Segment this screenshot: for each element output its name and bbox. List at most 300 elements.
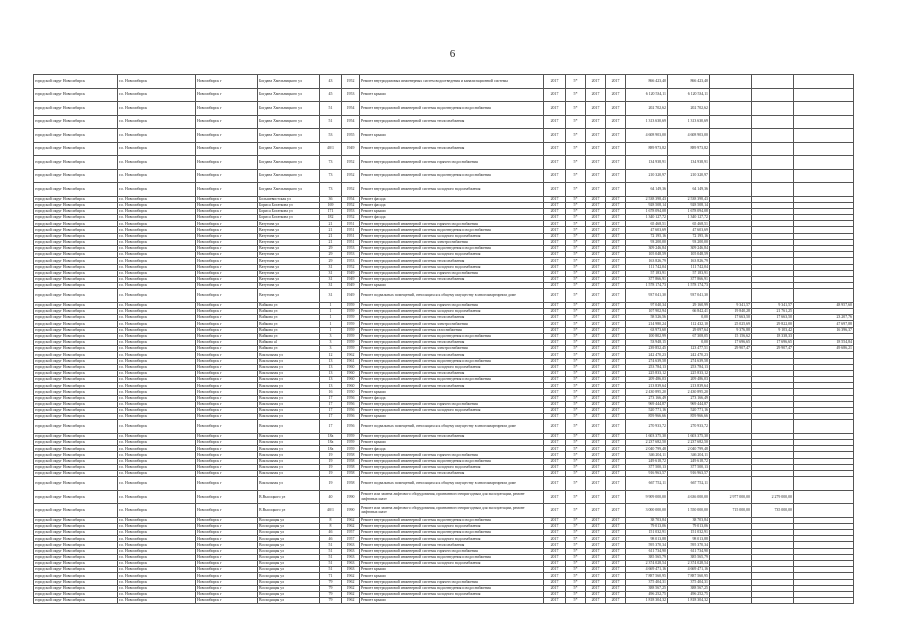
- table-cell-c4: Вокзальная ул: [258, 414, 320, 420]
- table-cell-c13: 1 818 304,32: [668, 598, 710, 604]
- table-cell-c10: 2017: [586, 339, 606, 345]
- table-cell-c3: Новосибирск г: [196, 321, 258, 327]
- table-cell-c11: 2017: [606, 352, 626, 358]
- table-cell-c1: городской округ Новосибирск: [34, 490, 118, 504]
- table-cell-c5: 13: [320, 370, 342, 376]
- table-cell-c12: 866 423,40: [626, 75, 668, 89]
- table-cell-c11: 2017: [606, 283, 626, 289]
- table-cell-c10: 2017: [586, 358, 606, 364]
- table-cell-c12: 388 567,25: [626, 585, 668, 591]
- table-cell-c7: Ремонт фасада: [360, 395, 544, 401]
- table-cell-c1: городской округ Новосибирск: [34, 530, 118, 536]
- table-cell-c3: Новосибирск г: [196, 598, 258, 604]
- table-cell-c3: Новосибирск г: [196, 252, 258, 258]
- table-cell-c4: Войкова ул: [258, 346, 320, 352]
- table-cell-c13: 151 032,91: [668, 530, 710, 536]
- table-cell-c9: 5*: [566, 452, 586, 458]
- table-cell-c11: 2017: [606, 239, 626, 245]
- table-cell-c12: 1 313 630,69: [626, 115, 668, 129]
- table-cell-c8: 2017: [544, 440, 566, 446]
- table-cell-c5: 19: [320, 458, 342, 464]
- table-cell-c13: 202 702,62: [668, 102, 710, 116]
- table-cell-c11: 2017: [606, 370, 626, 376]
- table-cell-c7: Ремонт или замена лифтового оборудования, признанного непригодным для эксплуатации, ремонт лифтовых шахт: [360, 490, 544, 504]
- table-cell-c8: 2017: [544, 315, 566, 321]
- table-cell-c13: 2 430 895,20: [668, 389, 710, 395]
- table-cell-c4: Бориса Богаткова ул: [258, 215, 320, 221]
- table-cell-c5: 3: [320, 339, 342, 345]
- table-cell-c2: г.о. Новосибирск: [118, 264, 196, 270]
- table-cell-c11: 2017: [606, 102, 626, 116]
- table-cell-c10: 2017: [586, 542, 606, 548]
- table-cell-c15: 29 907,47: [752, 346, 794, 352]
- table-cell-c8: 2017: [544, 333, 566, 339]
- table-cell-c4: Ватутина ул: [258, 270, 320, 276]
- table-cell-c9: 5*: [566, 458, 586, 464]
- table-cell-c1: городской округ Новосибирск: [34, 591, 118, 597]
- table-cell-c7: Ремонт внутридомовой инженерной системы холодного водоснабжения: [360, 183, 544, 197]
- table-cell-c8: 2017: [544, 395, 566, 401]
- table-cell-c5: 43: [320, 75, 342, 89]
- table-cell-c8: 2017: [544, 352, 566, 358]
- table-cell-c8: 2017: [544, 458, 566, 464]
- table-cell-c10: 2017: [586, 183, 606, 197]
- table-cell-c6: 1959: [342, 346, 360, 352]
- table-row: [34, 183, 854, 197]
- table-cell-c8: 2017: [544, 358, 566, 364]
- table-cell-c15: [752, 477, 794, 491]
- table-cell-c5: 8: [320, 523, 342, 529]
- table-cell-c7: Ремонт внутридомовой инженерной системы теплоснабжения: [360, 142, 544, 156]
- table-cell-c11: 2017: [606, 561, 626, 567]
- table-cell-c6: 1959: [342, 309, 360, 315]
- table-cell-c14: [710, 142, 752, 156]
- table-cell-c7: Ремонт внутридомовой инженерной системы электроснабжения: [360, 321, 544, 327]
- table-cell-c1: городской округ Новосибирск: [34, 315, 118, 321]
- table-cell-c6: 1957: [342, 536, 360, 542]
- table-cell-c3: Новосибирск г: [196, 490, 258, 504]
- table-cell-c11: 2017: [606, 464, 626, 470]
- table-cell-c6: 1959: [342, 446, 360, 452]
- table-cell-c2: г.о. Новосибирск: [118, 471, 196, 477]
- table-cell-c6: 1959: [342, 339, 360, 345]
- table-cell-c9: 5*: [566, 440, 586, 446]
- table-cell-c4: Вокзальная ул: [258, 477, 320, 491]
- table-row: [34, 420, 854, 434]
- table-cell-c9: 5*: [566, 215, 586, 221]
- table-cell-c12: 65 468,51: [626, 221, 668, 227]
- table-cell-c5: 21: [320, 221, 342, 227]
- table-cell-c1: городской округ Новосибирск: [34, 579, 118, 585]
- table-cell-c10: 2017: [586, 579, 606, 585]
- table-cell-c10: 2017: [586, 264, 606, 270]
- table-cell-c6: 1949: [342, 142, 360, 156]
- table-cell-c6: 1963: [342, 561, 360, 567]
- table-cell-c5: 17: [320, 414, 342, 420]
- table-cell-c12: 79 013,06: [626, 523, 668, 529]
- table-cell-c4: Богдана Хмельницкого ул: [258, 169, 320, 183]
- table-cell-c9: 5*: [566, 88, 586, 102]
- table-cell-c13: 1 313 630,69: [668, 115, 710, 129]
- table-cell-c5: 1: [320, 309, 342, 315]
- table-cell-c10: 2017: [586, 270, 606, 276]
- table-cell-c1: городской округ Новосибирск: [34, 542, 118, 548]
- table-cell-c3: Новосибирск г: [196, 579, 258, 585]
- table-cell-c3: Новосибирск г: [196, 276, 258, 282]
- table-cell-c1: городской округ Новосибирск: [34, 169, 118, 183]
- table-cell-c2: г.о. Новосибирск: [118, 276, 196, 282]
- table-cell-c4: Богдана Хмельницкого ул: [258, 88, 320, 102]
- table-cell-c9: 5*: [566, 227, 586, 233]
- table-cell-c6: 1949: [342, 276, 360, 282]
- table-row: [34, 477, 854, 491]
- table-cell-c9: 5*: [566, 346, 586, 352]
- table-cell-c13: 213 839,64: [668, 383, 710, 389]
- table-cell-c4: Вокзальная ул: [258, 383, 320, 389]
- table-cell-c4: В.Высоцкого ул: [258, 490, 320, 504]
- table-cell-c10: 2017: [586, 573, 606, 579]
- table-cell-c6: 1956: [342, 401, 360, 407]
- table-cell-c7: Ремонт внутридомовой инженерной системы электроснабжения: [360, 239, 544, 245]
- table-cell-c4: Ватутина ул: [258, 283, 320, 289]
- table-cell-c9: 5*: [566, 233, 586, 239]
- table-cell-c1: городской округ Новосибирск: [34, 517, 118, 523]
- table-cell-c1: городской округ Новосибирск: [34, 142, 118, 156]
- table-cell-c8: 2017: [544, 221, 566, 227]
- table-cell-c16: 23 207,76: [794, 315, 854, 321]
- table-cell-c5: 31: [320, 283, 342, 289]
- table-cell-c12: 1 678 094,08: [626, 208, 668, 214]
- table-cell-c8: 2017: [544, 548, 566, 554]
- table-cell-c9: 5*: [566, 352, 586, 358]
- table-cell-c11: 2017: [606, 75, 626, 89]
- table-cell-c9: 5*: [566, 542, 586, 548]
- table-cell-c11: 2017: [606, 169, 626, 183]
- table-cell-c6: 1952: [342, 202, 360, 208]
- table-cell-c4: Вокзальная ул: [258, 408, 320, 414]
- table-cell-c16: [794, 183, 854, 197]
- table-cell-c7: Ремонт внутридомовой инженерной системы водоотведения и водоснабжения: [360, 517, 544, 523]
- table-cell-c2: г.о. Новосибирск: [118, 239, 196, 245]
- table-cell-c7: Ремонт фасада: [360, 446, 544, 452]
- table-cell-c7: Ремонт подвальных помещений, относящихся к общему имуществу в многоквартирном доме: [360, 477, 544, 491]
- table-cell-c14: 2 977 000,00: [710, 490, 752, 504]
- table-cell-c1: городской округ Новосибирск: [34, 289, 118, 303]
- table-cell-c1: городской округ Новосибирск: [34, 196, 118, 202]
- table-cell-c8: 2017: [544, 414, 566, 420]
- table-cell-c7: Ремонт внутридомовой инженерной системы водоотведения и водоснабжения: [360, 246, 544, 252]
- table-cell-c12: 375 404,31: [626, 579, 668, 585]
- table-cell-c1: городской округ Новосибирск: [34, 283, 118, 289]
- table-cell-c16: [794, 142, 854, 156]
- table-cell-c1: городской округ Новосибирск: [34, 346, 118, 352]
- table-cell-c2: г.о. Новосибирск: [118, 202, 196, 208]
- table-cell-c8: 2017: [544, 561, 566, 567]
- table-cell-c9: 5*: [566, 156, 586, 170]
- table-cell-c5: 31: [320, 289, 342, 303]
- table-cell-c11: 2017: [606, 333, 626, 339]
- table-cell-c9: 5*: [566, 370, 586, 376]
- table-cell-c14: 15 156,62: [710, 333, 752, 339]
- table-cell-c13: 667 752,11: [668, 477, 710, 491]
- table-cell-c15: 735 000,00: [752, 504, 794, 518]
- table-cell-c10: 2017: [586, 352, 606, 358]
- table-cell-c6: 1953: [342, 252, 360, 258]
- table-cell-c3: Новосибирск г: [196, 302, 258, 308]
- table-row: [34, 142, 854, 156]
- table-cell-c9: 5*: [566, 364, 586, 370]
- table-cell-c5: 18а: [320, 433, 342, 439]
- table-cell-c10: 2017: [586, 156, 606, 170]
- table-cell-c12: 53 948,15: [626, 339, 668, 345]
- table-cell-c13: 66 842,41: [668, 309, 710, 315]
- capital-repair-table: [33, 74, 854, 604]
- table-cell-c8: 2017: [544, 327, 566, 333]
- table-cell-c5: 79: [320, 579, 342, 585]
- table-cell-c5: 29: [320, 252, 342, 258]
- table-cell-c4: Восходящая ул: [258, 517, 320, 523]
- table-cell-c5: 17: [320, 408, 342, 414]
- table-cell-c1: городской округ Новосибирск: [34, 598, 118, 604]
- table-cell-c3: Новосибирск г: [196, 517, 258, 523]
- table-cell-c11: 2017: [606, 115, 626, 129]
- table-cell-c8: 2017: [544, 202, 566, 208]
- table-cell-c10: 2017: [586, 561, 606, 567]
- table-cell-c12: 63 973,60: [626, 327, 668, 333]
- table-cell-c11: 2017: [606, 452, 626, 458]
- table-cell-c2: г.о. Новосибирск: [118, 598, 196, 604]
- table-cell-c12: 58 526,56: [626, 315, 668, 321]
- table-cell-c4: Ватутина ул: [258, 227, 320, 233]
- table-cell-c15: [752, 75, 794, 89]
- table-cell-c3: Новосибирск г: [196, 420, 258, 434]
- table-row: [34, 75, 854, 89]
- table-cell-c1: городской округ Новосибирск: [34, 227, 118, 233]
- table-cell-c6: 1957: [342, 530, 360, 536]
- table-cell-c8: 2017: [544, 339, 566, 345]
- table-cell-c12: 107 902,94: [626, 309, 668, 315]
- table-cell-c12: 64 149,36: [626, 183, 668, 197]
- table-cell-c1: городской округ Новосибирск: [34, 258, 118, 264]
- table-cell-c8: 2017: [544, 523, 566, 529]
- table-cell-c2: г.о. Новосибирск: [118, 315, 196, 321]
- table-cell-c16: 18 554,84: [794, 339, 854, 345]
- table-cell-c13: 1 578 174,73: [668, 283, 710, 289]
- table-cell-c12: 151 032,91: [626, 530, 668, 536]
- table-cell-c13: 595 370,34: [668, 542, 710, 548]
- table-cell-c15: 17 663,50: [752, 315, 794, 321]
- table-cell-c10: 2017: [586, 389, 606, 395]
- table-cell-c13: 7 887 560,95: [668, 573, 710, 579]
- table-cell-c12: 1 578 174,73: [626, 283, 668, 289]
- table-cell-c9: 5*: [566, 377, 586, 383]
- table-cell-c3: Новосибирск г: [196, 75, 258, 89]
- table-cell-c6: 1958: [342, 477, 360, 491]
- table-cell-c3: Новосибирск г: [196, 364, 258, 370]
- table-cell-c11: 2017: [606, 142, 626, 156]
- table-cell-c12: 239 852,45: [626, 346, 668, 352]
- table-cell-c7: Ремонт крыши: [360, 573, 544, 579]
- table-cell-c1: городской округ Новосибирск: [34, 504, 118, 518]
- table-cell-c9: 5*: [566, 142, 586, 156]
- table-cell-c5: 3: [320, 346, 342, 352]
- table-cell-c11: 2017: [606, 276, 626, 282]
- table-cell-c3: Новосибирск г: [196, 183, 258, 197]
- table-cell-c6: 1954: [342, 115, 360, 129]
- table-cell-c4: Вокзальная ул: [258, 452, 320, 458]
- table-cell-c5: 79: [320, 585, 342, 591]
- table-cell-c11: 2017: [606, 302, 626, 308]
- table-cell-c8: 2017: [544, 252, 566, 258]
- table-cell-c11: 2017: [606, 542, 626, 548]
- table-cell-c14: [710, 88, 752, 102]
- table-cell-c13: 29 160,99: [668, 302, 710, 308]
- table-cell-c14: [710, 75, 752, 89]
- table-cell-c13: 47 603,69: [668, 227, 710, 233]
- table-cell-c10: 2017: [586, 458, 606, 464]
- table-cell-c3: Новосибирск г: [196, 115, 258, 129]
- table-cell-c2: г.о. Новосибирск: [118, 252, 196, 258]
- table-cell-c3: Новосибирск г: [196, 239, 258, 245]
- table-cell-c6: 1949: [342, 289, 360, 303]
- table-cell-c13: 242 470,23: [668, 352, 710, 358]
- table-cell-c3: Новосибирск г: [196, 221, 258, 227]
- table-cell-c4: Восходящая ул: [258, 598, 320, 604]
- table-cell-c9: 5*: [566, 358, 586, 364]
- table-cell-c2: г.о. Новосибирск: [118, 321, 196, 327]
- table-cell-c7: Ремонт внутридомовой инженерной системы горячего водоснабжения: [360, 548, 544, 554]
- table-cell-c7: Ремонт внутридомовой инженерной системы водоотведения и водоснабжения: [360, 169, 544, 183]
- table-cell-c16: [794, 156, 854, 170]
- table-row: [34, 490, 854, 504]
- table-cell-c1: городской округ Новосибирск: [34, 420, 118, 434]
- table-cell-c8: 2017: [544, 383, 566, 389]
- table-cell-c12: 253 784,13: [626, 364, 668, 370]
- table-cell-c1: городской округ Новосибирск: [34, 548, 118, 554]
- table-cell-c11: 2017: [606, 339, 626, 345]
- table-cell-c12: 889 973,82: [626, 142, 668, 156]
- table-cell-c11: 2017: [606, 420, 626, 434]
- table-cell-c5: 17: [320, 395, 342, 401]
- table-cell-c14: [710, 156, 752, 170]
- table-cell-c2: г.о. Новосибирск: [118, 258, 196, 264]
- table-cell-c4: Вокзальная ул: [258, 420, 320, 434]
- table-cell-c6: 1952: [342, 169, 360, 183]
- table-cell-c12: 520 771,16: [626, 408, 668, 414]
- table-cell-c11: 2017: [606, 208, 626, 214]
- table-cell-c11: 2017: [606, 536, 626, 542]
- table-cell-c13: 253 784,13: [668, 364, 710, 370]
- table-cell-c12: 2 374 028,54: [626, 561, 668, 567]
- table-cell-c4: Богдана Хмельницкого ул: [258, 156, 320, 170]
- table-cell-c11: 2017: [606, 233, 626, 239]
- table-cell-c11: 2017: [606, 548, 626, 554]
- table-cell-c2: г.о. Новосибирск: [118, 389, 196, 395]
- table-cell-c2: г.о. Новосибирск: [118, 542, 196, 548]
- table-cell-c3: Новосибирск г: [196, 264, 258, 270]
- table-cell-c3: Новосибирск г: [196, 169, 258, 183]
- table-cell-c13: 346 204,11: [668, 452, 710, 458]
- table-cell-c7: Ремонт внутридомовой инженерной системы холодного водоснабжения: [360, 233, 544, 239]
- table-cell-c11: 2017: [606, 264, 626, 270]
- table-cell-c6: 1958: [342, 464, 360, 470]
- table-cell-c3: Новосибирск г: [196, 352, 258, 358]
- table-cell-c9: 5*: [566, 446, 586, 452]
- table-cell-c1: городской округ Новосибирск: [34, 352, 118, 358]
- table-cell-c3: Новосибирск г: [196, 591, 258, 597]
- table-cell-c10: 2017: [586, 517, 606, 523]
- table-cell-c8: 2017: [544, 389, 566, 395]
- table-cell-c8: 2017: [544, 573, 566, 579]
- table-cell-c4: Ватутина ул: [258, 264, 320, 270]
- table-cell-c11: 2017: [606, 598, 626, 604]
- table-cell-c6: 1952: [342, 75, 360, 89]
- table-cell-c7: Ремонт внутридомовой инженерной системы теплоснабжения: [360, 352, 544, 358]
- table-cell-c13: 249 618,72: [668, 458, 710, 464]
- table-cell-c4: Восходящая ул: [258, 591, 320, 597]
- table-cell-c6: 1951: [342, 239, 360, 245]
- table-cell-c9: 5*: [566, 401, 586, 407]
- table-cell-c3: Новосибирск г: [196, 227, 258, 233]
- table-cell-c5: 51: [320, 102, 342, 116]
- table-cell-c7: Ремонт внутридомовой инженерной системы теплоснабжения: [360, 433, 544, 439]
- table-cell-c9: 5*: [566, 395, 586, 401]
- table-cell-c5: 13: [320, 364, 342, 370]
- table-cell-c4: Вокзальная ул: [258, 464, 320, 470]
- table-cell-c8: 2017: [544, 270, 566, 276]
- table-cell-c1: городской округ Новосибирск: [34, 321, 118, 327]
- table-cell-c7: Ремонт внутридомовой инженерной системы холодного водоснабжения: [360, 591, 544, 597]
- table-cell-c5: 21: [320, 233, 342, 239]
- table-cell-c13: 72 195,16: [668, 233, 710, 239]
- table-cell-c4: Бориса Богаткова ул: [258, 202, 320, 208]
- table-cell-c3: Новосибирск г: [196, 504, 258, 518]
- table-cell-c6: 1959: [342, 440, 360, 446]
- table-cell-c10: 2017: [586, 302, 606, 308]
- table-cell-c1: городской округ Новосибирск: [34, 458, 118, 464]
- table-cell-c2: г.о. Новосибирск: [118, 129, 196, 143]
- table-cell-c9: 5*: [566, 548, 586, 554]
- table-cell-c8: 2017: [544, 233, 566, 239]
- table-cell-c16: [794, 169, 854, 183]
- table-cell-c6: 1953: [342, 208, 360, 214]
- table-cell-c1: городской округ Новосибирск: [34, 270, 118, 276]
- table-cell-c7: Ремонт крыши: [360, 129, 544, 143]
- table-cell-c10: 2017: [586, 102, 606, 116]
- table-cell-c6: 1958: [342, 452, 360, 458]
- table-cell-c6: 1952: [342, 156, 360, 170]
- table-cell-c8: 2017: [544, 258, 566, 264]
- table-cell-c2: г.о. Новосибирск: [118, 358, 196, 364]
- table-cell-c4: Восходящая ул: [258, 567, 320, 573]
- table-cell-c4: Вокзальная ул: [258, 458, 320, 464]
- table-cell-c10: 2017: [586, 321, 606, 327]
- table-cell-c8: 2017: [544, 156, 566, 170]
- table-cell-c2: г.о. Новосибирск: [118, 554, 196, 560]
- table-cell-c4: Восходящая ул: [258, 585, 320, 591]
- table-cell-c9: 5*: [566, 389, 586, 395]
- table-cell-c10: 2017: [586, 504, 606, 518]
- table-cell-c12: 916 963,57: [626, 471, 668, 477]
- table-cell-c7: Ремонт крыши: [360, 88, 544, 102]
- table-cell-c12: 163 826,79: [626, 258, 668, 264]
- table-cell-c14: [710, 115, 752, 129]
- table-cell-c4: Войкова ул: [258, 327, 320, 333]
- table-cell-c10: 2017: [586, 88, 606, 102]
- table-cell-c6: 1959: [342, 333, 360, 339]
- table-cell-c8: 2017: [544, 309, 566, 315]
- table-cell-c15: [752, 183, 794, 197]
